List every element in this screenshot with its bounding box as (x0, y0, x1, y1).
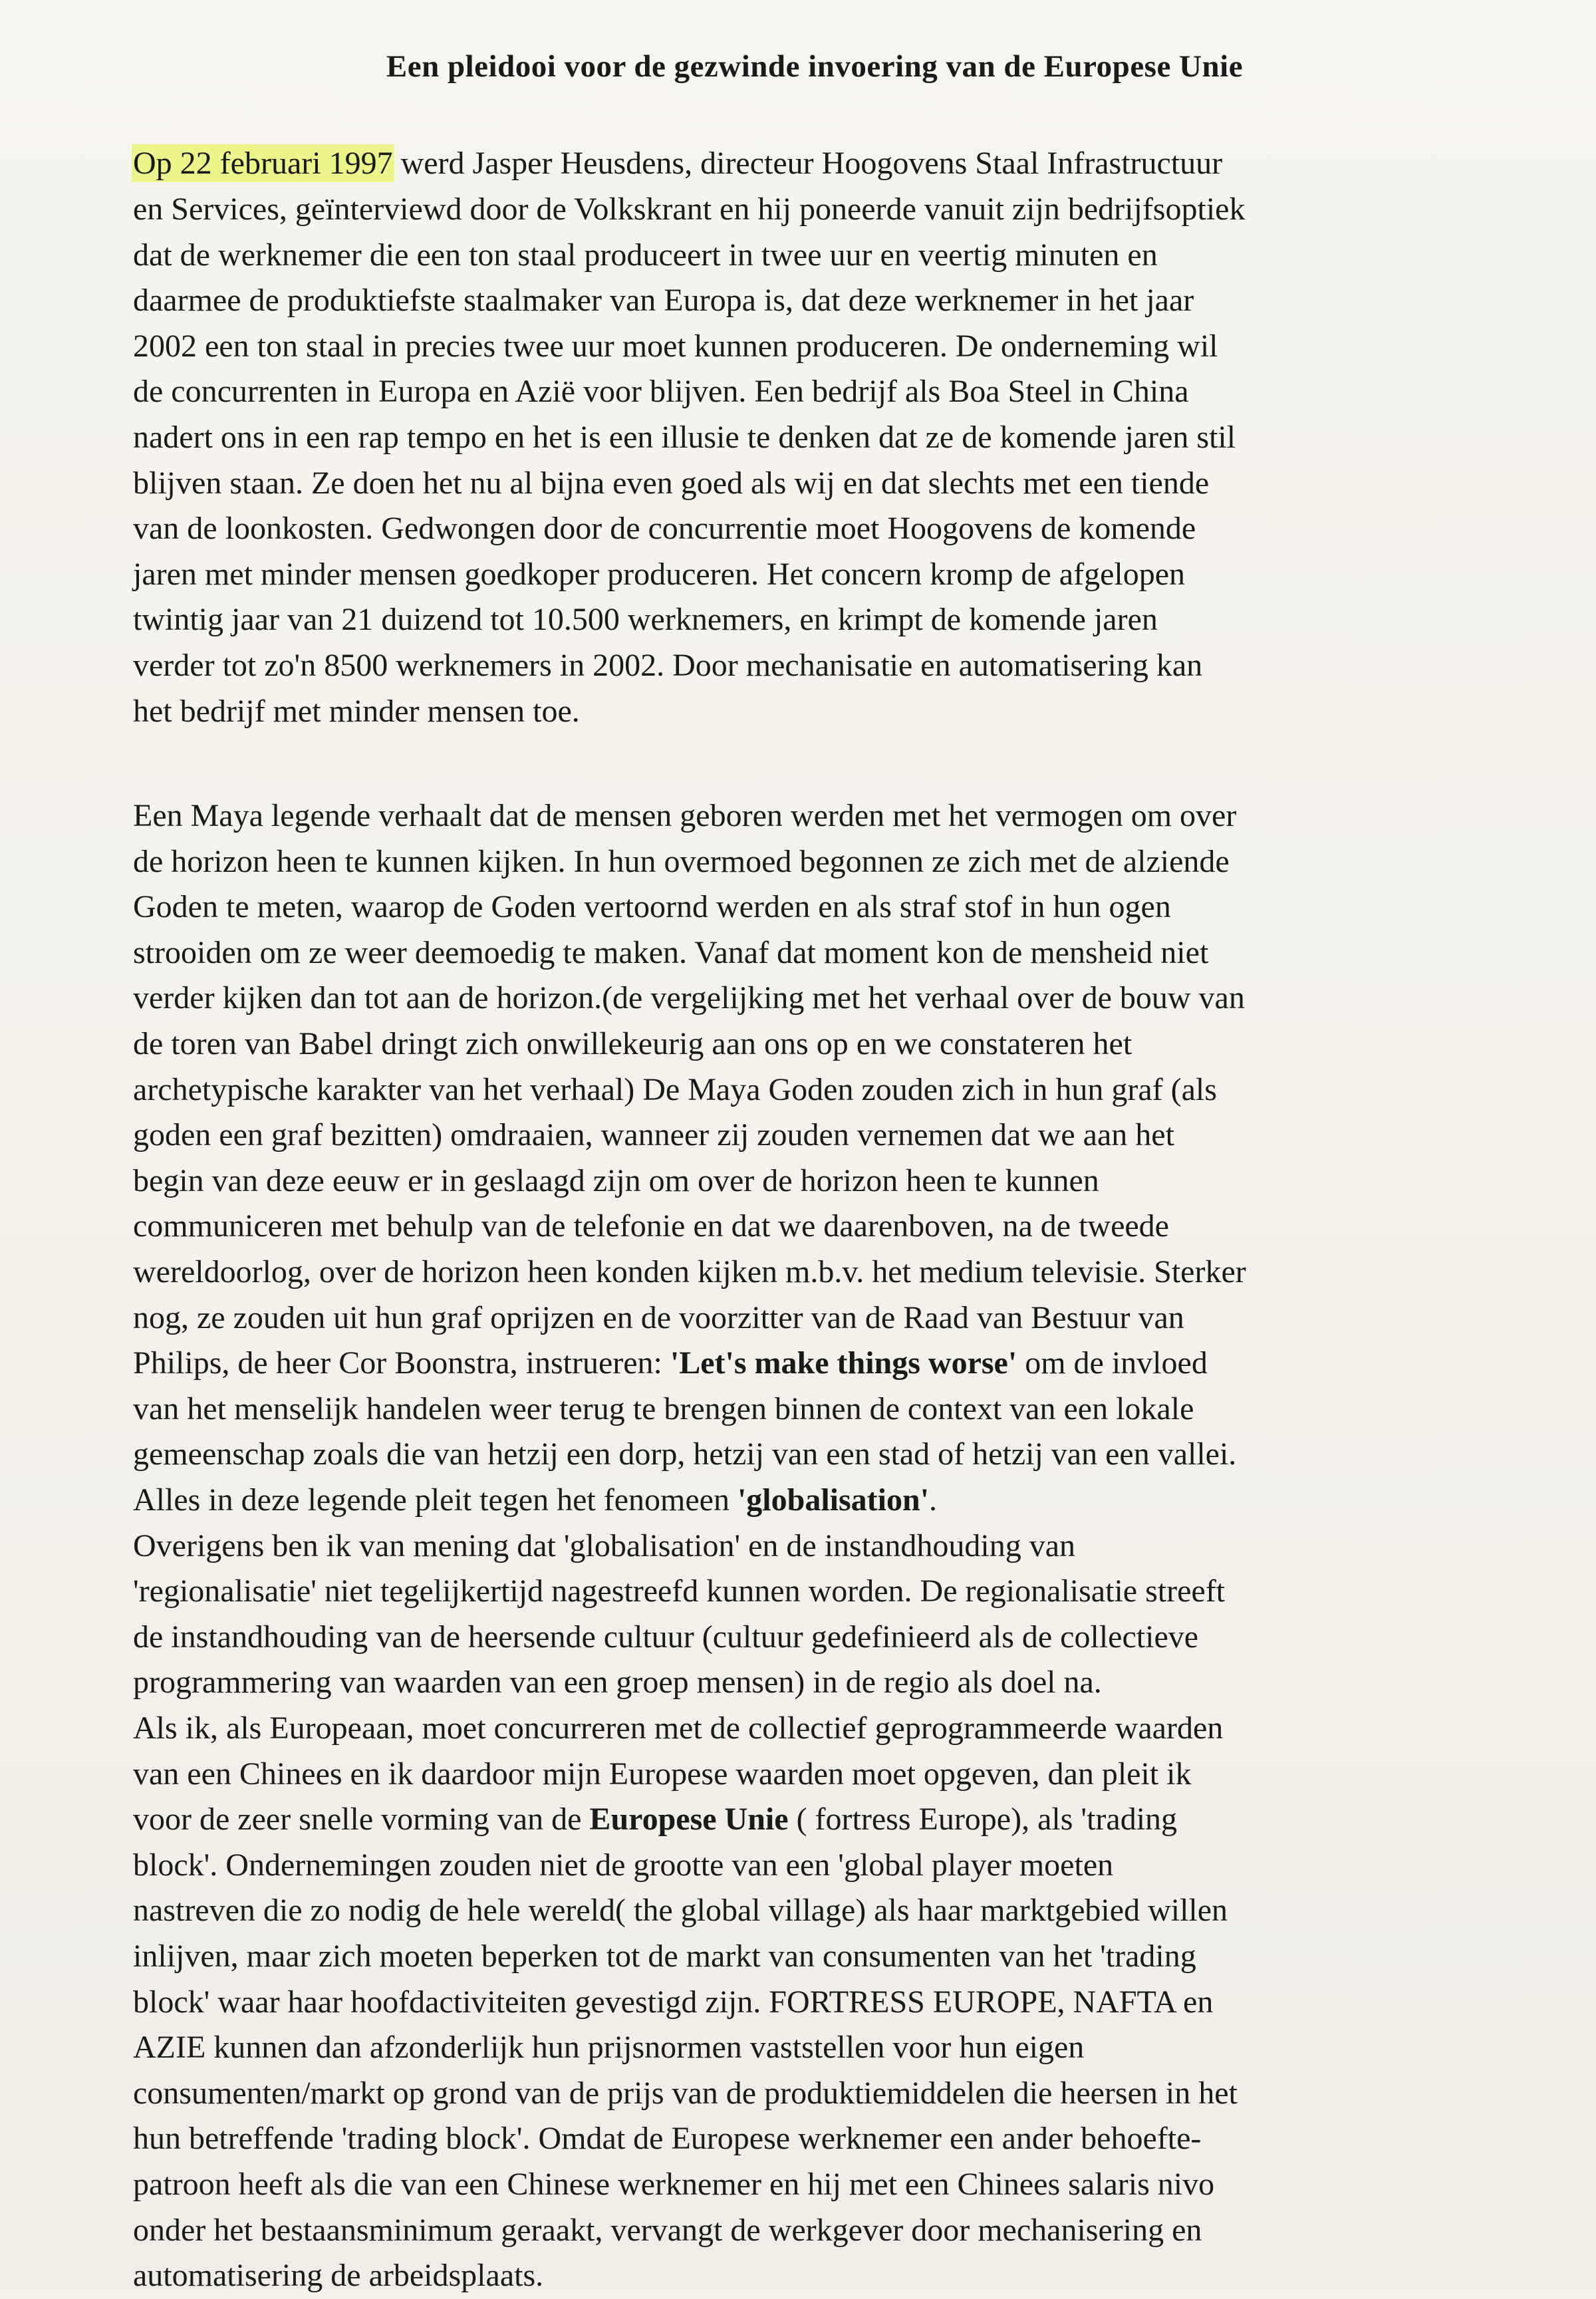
text-line: wereldoorlog, over de horizon heen konden kijken m.b.v. het medium televisie. Sterker (133, 1254, 1246, 1290)
text-line: verder tot zo'n 8500 werknemers in 2002. Door mechanisatie en automatisering kan (133, 647, 1203, 683)
text-line: block' waar haar hoofdactiviteiten gevestigd zijn. FORTRESS EUROPE, NAFTA en (133, 1984, 1214, 2020)
text-line: van de loonkosten. Gedwongen door de concurrentie moet Hoogovens de komende (133, 511, 1196, 547)
text-line: nadert ons in een rap tempo en het is een illusie te denken dat ze de komende jaren stil (133, 419, 1236, 455)
text-line: communiceren met behulp van de telefonie en dat we daarenboven, na de tweede (133, 1208, 1169, 1244)
text-line: consumenten/markt op grond van de prijs van de produktiemiddelen die heersen in het (133, 2075, 1238, 2111)
bold-quote: 'Let's make things worse' (670, 1345, 1017, 1381)
text-line: jaren met minder mensen goedkoper produceren. Het concern kromp de afgelopen (133, 556, 1186, 592)
text-line: nog, ze zouden uit hun graf oprijzen en de voorzitter van de Raad van Bestuur van (133, 1299, 1184, 1335)
document-title: Een pleidooi voor de gezwinde invoering van de Europese Unie (386, 49, 1244, 84)
text-line: Als ik, als Europeaan, moet concurreren met de collectief geprogrammeerde waarden (133, 1710, 1224, 1746)
text-line: onder het bestaansminimum geraakt, vervangt de werkgever door mechanisering en (133, 2212, 1202, 2248)
text-line: en Services, geïnterviewd door de Volkskrant en hij poneerde vanuit zijn bedrijfsoptiek (133, 191, 1246, 227)
text-line: de instandhouding van de heersende cultuur (cultuur gedefinieerd als de collectieve (133, 1619, 1199, 1655)
text-line: nastreven die zo nodig de hele wereld( the global village) als haar marktgebied willen (133, 1893, 1228, 1929)
text-line: Philips, de heer Cor Boonstra, instrueren: 'Let's make things worse' om de invloed (133, 1345, 1208, 1381)
text-line: Overigens ben ik van mening dat 'globalisation' en de instandhouding van (133, 1528, 1076, 1563)
text-line: de horizon heen te kunnen kijken. In hun overmoed begonnen ze zich met de alziende (133, 843, 1230, 879)
text-line: Op 22 februari 1997 werd Jasper Heusdens, directeur Hoogovens Staal Infrastructuur (133, 146, 1223, 182)
text-line: het bedrijf met minder mensen toe. (133, 693, 580, 729)
text-line: Een Maya legende verhaalt dat de mensen geboren werden met het vermogen om over (133, 798, 1237, 834)
text-line: goden een graf bezitten) omdraaien, wanneer zij zouden vernemen dat we aan het (133, 1117, 1174, 1153)
text-line: 'regionalisatie' niet tegelijkertijd nagestreefd kunnen worden. De regionalisatie streeft (133, 1573, 1226, 1609)
text-line: verder kijken dan tot aan de horizon.(de vergelijking met het verhaal over de bouw van (133, 980, 1245, 1016)
bold-term-globalisation: 'globalisation' (737, 1482, 930, 1518)
text-line: twintig jaar van 21 duizend tot 10.500 werknemers, en krimpt de komende jaren (133, 602, 1158, 638)
text-line: AZIE kunnen dan afzonderlijk hun prijsnormen vaststellen voor hun eigen (133, 2030, 1085, 2066)
text-line: archetypische karakter van het verhaal) De Maya Goden zouden zich in hun graf (als (133, 1071, 1217, 1107)
bold-term-europese-unie: Europese Unie (589, 1802, 789, 1837)
text-line: block'. Ondernemingen zouden niet de grootte van een 'global player moeten (133, 1847, 1114, 1883)
text-line: automatisering de arbeidsplaats. (133, 2258, 544, 2294)
text-line: dat de werknemer die een ton staal produceert in twee uur en veertig minuten en (133, 237, 1158, 273)
text-line: Alles in deze legende pleit tegen het fenomeen 'globalisation'. (133, 1482, 938, 1518)
text-line: gemeenschap zoals die van hetzij een dorp, hetzij van een stad of hetzij van een vallei. (133, 1436, 1237, 1472)
text-line: begin van deze eeuw er in geslaagd zijn om over de horizon heen te kunnen (133, 1162, 1099, 1198)
text-line: voor de zeer snelle vorming van de Europese Unie ( fortress Europe), als 'trading (133, 1802, 1178, 1837)
paragraph-maya-legend (133, 793, 1496, 2299)
text-line: van een Chinees en ik daardoor mijn Europese waarden moet opgeven, dan pleit ik (133, 1756, 1192, 1792)
text-line: Goden te meten, waarop de Goden vertoornd werden en als straf stof in hun ogen (133, 889, 1171, 925)
text-line: van het menselijk handelen weer terug te brengen binnen de context van een lokale (133, 1391, 1194, 1426)
text-line: 2002 een ton staal in precies twee uur moet kunnen produceren. De onderneming wil (133, 328, 1218, 364)
highlighted-date: Op 22 februari 1997 (133, 146, 393, 182)
text-line: patroon heeft als die van een Chinese werknemer en hij met een Chinees salaris nivo (133, 2166, 1215, 2202)
text-line: strooiden om ze weer deemoedig te maken. Vanaf dat moment kon de mensheid niet (133, 934, 1209, 970)
text-line: de toren van Babel dringt zich onwillekeurig aan ons op en we constateren het (133, 1026, 1132, 1062)
text-line: hun betreffende 'trading block'. Omdat de Europese werknemer een ander behoefte- (133, 2121, 1202, 2157)
text-line: daarmee de produktiefste staalmaker van Europa is, dat deze werknemer in het jaar (133, 283, 1194, 319)
text-line: programmering van waarden van een groep mensen) in de regio als doel na. (133, 1665, 1102, 1700)
text-line: blijven staan. Ze doen het nu al bijna even goed als wij en dat slechts met een tiende (133, 465, 1210, 501)
text-line: de concurrenten in Europa en Azië voor blijven. Een bedrijf als Boa Steel in China (133, 374, 1189, 410)
paragraph-hoogovens (133, 141, 1496, 734)
text-line: inlijven, maar zich moeten beperken tot de markt van consumenten van het 'trading (133, 1938, 1196, 1974)
